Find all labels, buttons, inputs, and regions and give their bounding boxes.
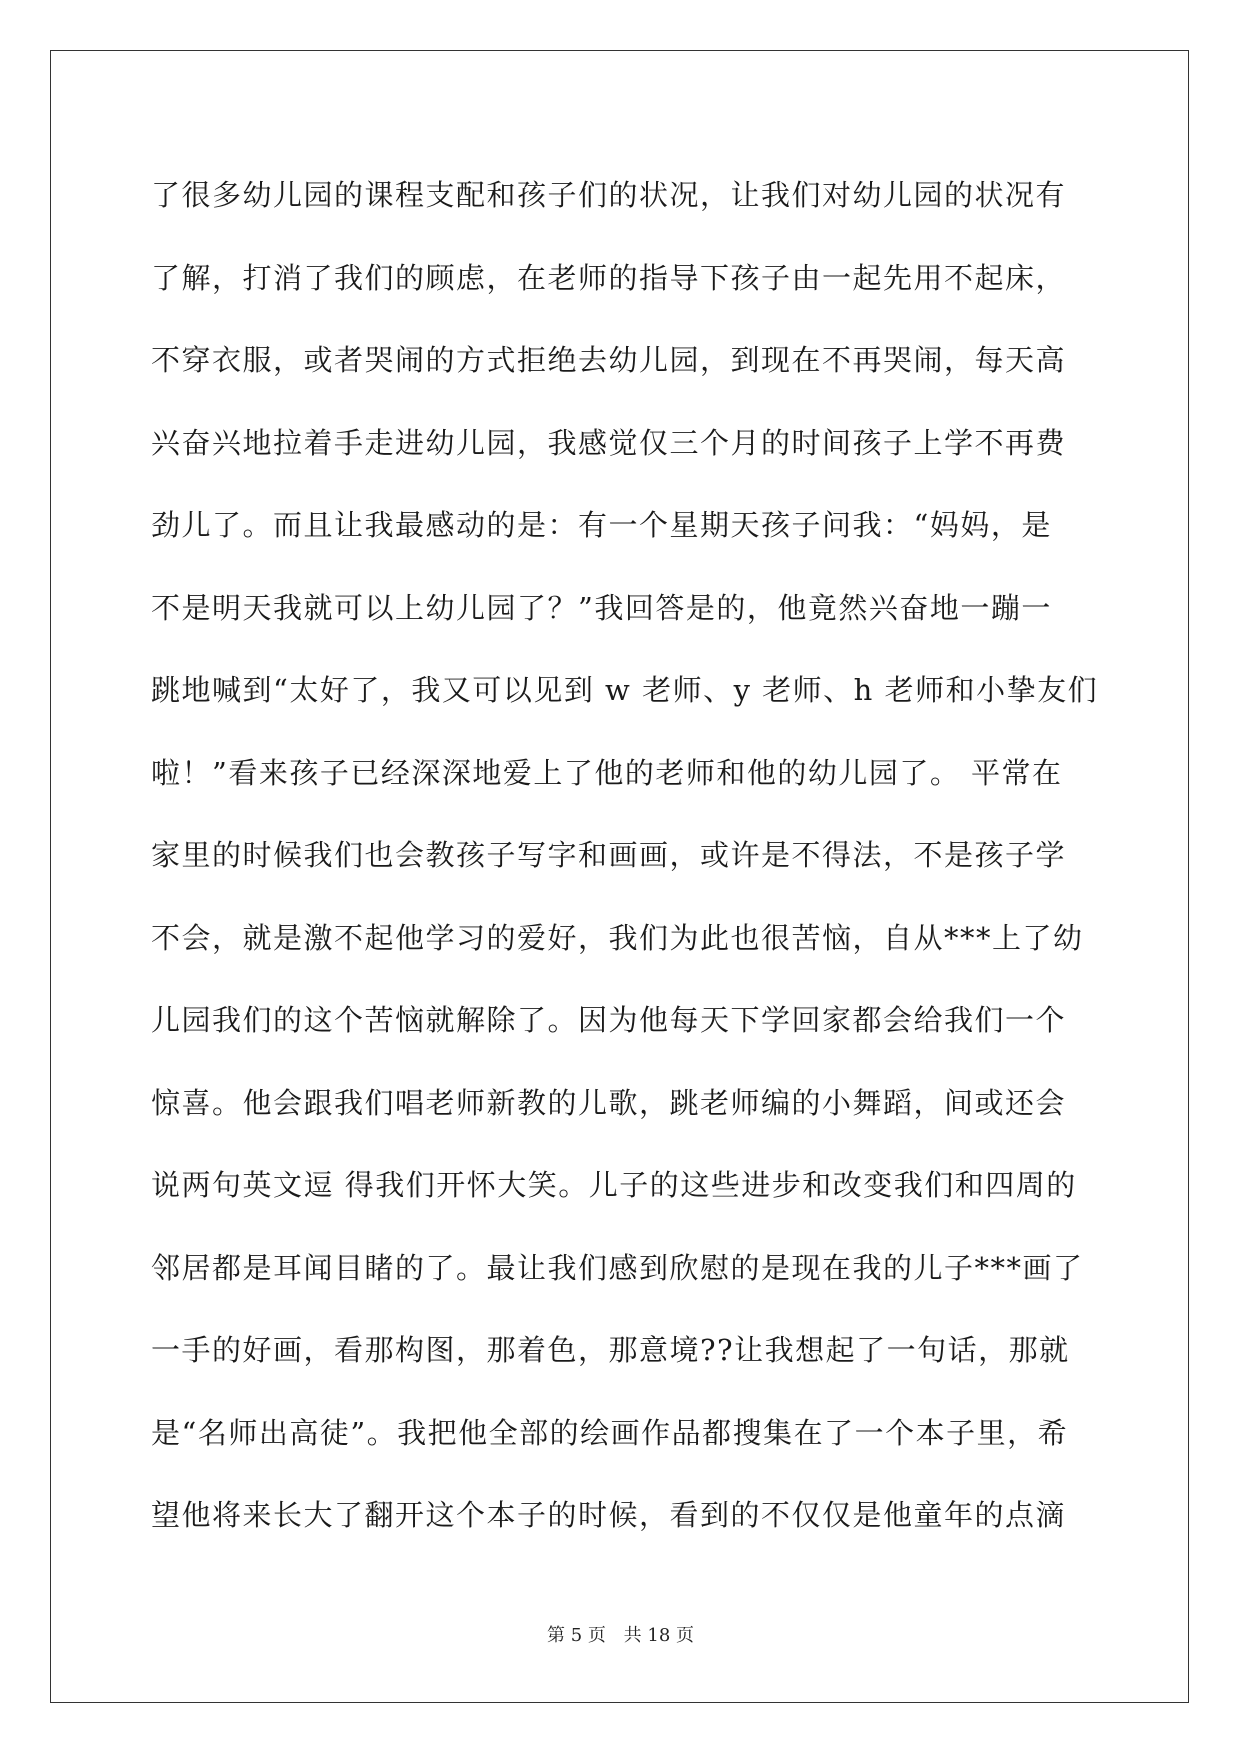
page-number: 第 5 页 [547, 1625, 606, 1646]
text-line-9: 家里的时候我们也会教孩子写字和画画，或许是不得法，不是孩子学 [151, 838, 1067, 872]
text-line-15: 一手的好画，看那构图，那着色，那意境??让我想起了一句话，那就 [151, 1333, 1070, 1367]
text-line-16: 是“名师出高徒”。我把他全部的绘画作品都搜集在了一个本子里，希 [151, 1415, 1069, 1450]
text-line-6: 不是明天我就可以上幼儿园了？”我回答是的，他竟然兴奋地一蹦一 [151, 590, 1052, 625]
text-line-10: 不会，就是激不起他学习的爱好，我们为此也很苦恼，自从***上了幼 [151, 920, 1084, 955]
document-body [151, 165, 1099, 1568]
text-line-11: 儿园我们的这个苦恼就解除了。因为他每天下学回家都会给我们一个 [151, 1003, 1067, 1037]
text-line-4: 兴奋兴地拉着手走进幼儿园，我感觉仅三个月的时间孩子上学不再费 [151, 425, 1067, 460]
text-line-5: 劲儿了。而且让我最感动的是：有一个星期天孩子问我：“妈妈，是 [151, 508, 1052, 542]
text-line-12: 惊喜。他会跟我们唱老师新教的儿歌，跳老师编的小舞蹈，间或还会 [151, 1085, 1067, 1120]
text-line-8: 啦！”看来孩子已经深深地爱上了他的老师和他的幼儿园了。 平常在 [151, 755, 1063, 790]
text-line-1: 了很多幼儿园的课程支配和孩子们的状况，让我们对幼儿园的状况有 [151, 178, 1067, 212]
text-line-2: 了解，打消了我们的顾虑，在老师的指导下孩子由一起先用不起床， [151, 260, 1067, 295]
text-line-13: 说两句英文逗 得我们开怀大笑。儿子的这些进步和改变我们和四周的 [151, 1168, 1077, 1202]
text-line-3: 不穿衣服，或者哭闹的方式拒绝去幼儿园，到现在不再哭闹，每天高 [151, 343, 1067, 377]
text-line-17: 望他将来长大了翻开这个本子的时候，看到的不仅仅是他童年的点滴 [151, 1498, 1067, 1532]
page-total: 共 18 页 [623, 1625, 694, 1646]
page-footer [0, 1621, 1241, 1647]
text-line-14: 邻居都是耳闻目睹的了。最让我们感到欣慰的是现在我的儿子***画了 [151, 1250, 1084, 1285]
text-line-7: 跳地喊到“太好了，我又可以见到 w 老师、y 老师、h 老师和小挚友们 [151, 673, 1099, 707]
